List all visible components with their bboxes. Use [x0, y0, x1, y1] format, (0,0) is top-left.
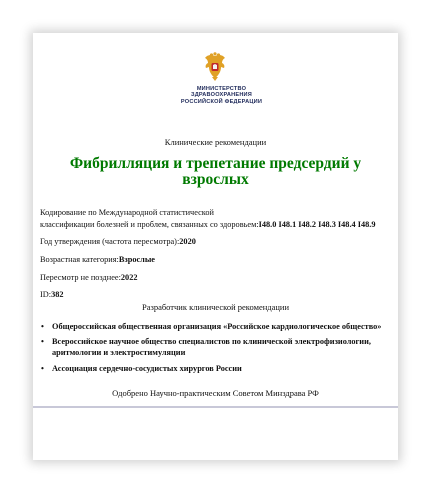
ministry-line-2: ЗДРАВООХРАНЕНИЯ	[190, 92, 253, 99]
age-category-value: Взрослые	[118, 255, 155, 264]
document-id-row	[40, 289, 64, 300]
coding-line-2	[40, 219, 376, 230]
approval-note: Одобрено Научно-практическим Советом Минздрава РФ	[112, 388, 319, 398]
revision-label: Пересмотр не позднее:	[40, 273, 121, 282]
coding-label-1: Кодирование по Международной статистической	[40, 208, 214, 217]
document-page	[33, 33, 398, 406]
document-title: Фибрилляция и трепетание предсердий у взрослых	[69, 155, 362, 188]
approval-year-row	[40, 236, 196, 247]
revision-value: 2022	[120, 273, 138, 282]
document-id-value: 382	[51, 290, 64, 299]
coat-of-arms-icon	[202, 52, 228, 82]
list-item	[40, 336, 395, 358]
page-divider	[33, 406, 398, 408]
organization-name: Всероссийское научное общество специалистов по клинической электрофизиологии, аритмологии и электростимуляции	[52, 337, 371, 358]
developer-heading: Разработчик клинической рекомендации	[141, 302, 290, 312]
document-type: Клинические рекомендации	[164, 137, 267, 147]
bullet-icon: •	[41, 363, 44, 373]
organization-name: Общероссийская общественная организация «Российское кардиологическое общество»	[52, 322, 382, 331]
coding-label-2: классификации болезней и проблем, связанных со здоровьем:	[40, 220, 259, 229]
icd-codes: I48.0 I48.1 I48.2 I48.3 I48.4 I48.9	[258, 220, 376, 229]
list-item	[40, 363, 395, 374]
organization-name: Ассоциация сердечно-сосудистых хирургов России	[52, 363, 242, 373]
approval-year-label: Год утверждения (частота пересмотра):	[40, 237, 180, 246]
bullet-icon: •	[41, 322, 44, 331]
document-card	[33, 33, 398, 460]
ministry-logo-text	[33, 86, 398, 105]
ministry-line-1: МИНИСТЕРСТВО	[196, 86, 247, 92]
coding-line-1	[40, 207, 214, 218]
approval-year-value: 2020	[179, 237, 196, 246]
document-id-label: ID:	[40, 290, 52, 299]
list-item	[40, 321, 395, 332]
revision-row	[40, 272, 137, 283]
age-category-row	[40, 254, 155, 265]
age-category-label: Возрастная категория:	[40, 255, 119, 264]
ministry-line-3: РОССИЙСКОЙ ФЕДЕРАЦИИ	[180, 98, 263, 105]
bullet-icon: •	[41, 337, 44, 347]
organizations-list	[40, 321, 395, 378]
